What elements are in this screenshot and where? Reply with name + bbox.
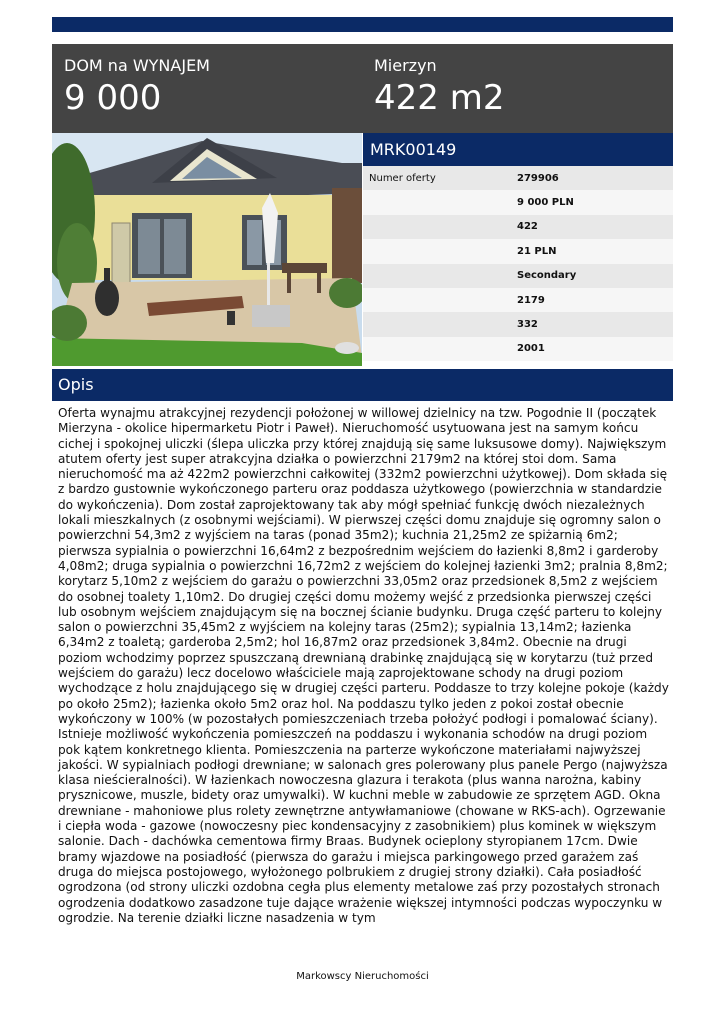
detail-value: 2001 [517,343,545,355]
detail-row [363,215,673,239]
detail-value: 21 PLN [517,245,557,257]
location: Mierzyn [374,56,437,75]
detail-label: Numer oferty [369,172,436,184]
area: 422 m2 [374,78,505,118]
section-title-description: Opis [52,369,673,401]
detail-row [363,288,673,312]
detail-row [363,166,673,190]
detail-row [363,264,673,288]
offer-type: DOM na WYNAJEM [64,56,210,75]
price: 9 000 [64,78,162,118]
detail-value: 332 [517,319,538,331]
header-left [64,56,210,118]
description-text: Oferta wynajmu atrakcyjnej rezydencji położonej w willowej dzielnicy na tzw. Pogodnie II (początek Mierzyna - okolice hipermarketu Piotr i Paweł). Nieruchomość usytuowana jest na samym końcu cichej i spokojnej uliczki (ślepa uliczka przy której znajdują się same luksusowe domy). Największym atutem oferty jest super atrakcyjna działka o powierzchni 2179m2 na której stoi dom. Sama nieruchomość ma aż 422m2 powierzchni całkowitej (332m2 powierzchni użytkowej). Dom składa się z bardzo gustownie wykończonego parteru oraz poddasza użytkowego (powierzchnia w standardzie do wykończenia). Dom został zaprojektowany tak aby mógł spełniać funkcję dwóch niezależnych lokali mieszkalnych (z osobnymi wejściami). W pierwszej części domu znajduje się ogromny salon o powierzchni 54,3m2 z wyjściem na taras (ponad 35m2); kuchnia 21,25m2 ze spiżarnią 6m2; pierwsza sypialnia o powierzchni 16,64m2 z bezpośrednim wejściem do łazienki 8,8m2 i garderoby 4,08m2; druga sypialnia o powierzchni 16,72m2 z wejściem do kolejnej łazienki 3m2; pralnia 8,8m2; korytarz 5,10m2 z wejściem do garażu o powierzchni 33,05m2 oraz przedsionek 8,5m2 z wejściem do osobnej toalety 1,10m2. Do drugiej części domu możemy wejść z przedsionka pierwszej części lub osobnym wejściem znajdującym się na bocznej ścianie budynku. Druga część parteru to kolejny salon o powierzchni 35,45m2 z wyjściem na kolejny taras (25m2); sypialnia 13,14m2; łazienka 6,34m2 z toaletą; garderoba 2,5m2; hol 16,87m2 oraz przedsionek 3,84m2. Obecnie na drugi poziom wchodzimy poprzez spuszczaną drewnianą drabinkę znajdującą się w korytarzu (tuż przed wejściem do garażu) lecz docelowo właściciele mają zaprojektowane schody na drugi poziom wychodzące z holu znajdującego się w drugiej części parteru. Poddasze to trzy kolejne pokoje (każdy po około 25m2); łazienka około 5m2 oraz hol. Na poddaszu tylko jeden z pokoi został obecnie wykończony w 100% (w pozostałych pomieszczeniach trzeba położyć podłogi i pomalować ściany). Istnieje możliwość wykończenia pomieszczeń na poddaszu i wykonania schodów na drugi poziom pok kątem konkretnego klienta. Pomieszczenia na parterze wykończone materiałami najwyższej jakości. W sypialniach podłogi drewniane; w salonach gres polerowany plus panele Pergo (najwyższa klasa nieścieralności). W łazienkach nowoczesna glazura i terakota (plus wanna narożna, kabiny prysznicowe, muszle, bidety oraz umywalki). W kuchni meble w zabudowie ze sprzętem AGD. Okna drewniane - mahoniowe plus rolety zewnętrzne antywłamaniowe (chowane w RKS-ach). Ogrzewanie i ciepła woda - gazowe (nowoczesny piec kondensacyjny z zasobnikiem) plus kominek w większym salonie. Dach - dachówka cementowa firmy Braas. Budynek ocieplony styropianem 17cm. Dwie bramy wjazdowe na posiadłość (pierwsza do garażu i miejsca parkingowego przed garażem zaś druga do miejsca postojowego, wyłożonego polbrukiem z drugiej strony działki). Cała posiadłość ogrodzona (od strony uliczki ozdobna cegła plus elementy metalowe zaś przy pozostałych stronach ogrodzenia dodatkowo zasadzone tuje dające wrażenie większej intymności podczas wypoczynku w ogrodzie. Na terenie działki liczne nasadzenia w tym [58,406,669,925]
listing-header [52,44,673,133]
property-photo [52,133,362,366]
top-accent-bar [52,17,673,32]
footer-agency-name: Markowscy Nieruchomości [296,971,429,982]
reference-number: MRK00149 [363,133,673,166]
detail-row [363,312,673,336]
detail-value: 422 [517,221,538,233]
detail-value: 9 000 PLN [517,197,574,209]
header-right [374,56,504,118]
detail-value: 279906 [517,172,559,184]
detail-value: Secondary [517,270,577,282]
detail-row [363,337,673,361]
details-table [363,166,673,361]
detail-value: 2179 [517,294,545,306]
detail-row [363,190,673,214]
detail-row [363,239,673,263]
